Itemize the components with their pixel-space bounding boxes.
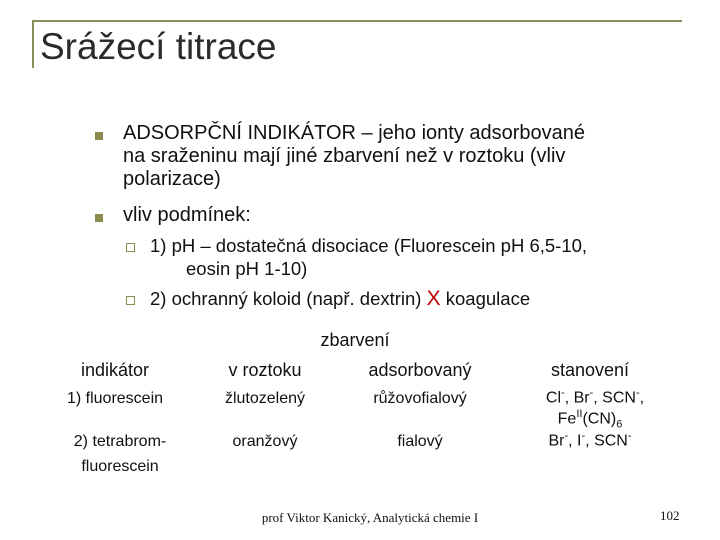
sub-bullet-2	[150, 288, 530, 310]
versus-x-mark: X	[426, 287, 441, 310]
bullet-square-icon	[95, 132, 103, 140]
table-row-2-adsorbed: fialový	[397, 433, 443, 450]
table-row-1-indicator: 1) fluorescein	[66, 390, 164, 407]
table-row-2-determination: Br-, I-, SCN-	[548, 430, 632, 450]
bullet-1-line-1: ADSORPČNÍ INDIKÁTOR – jeho ionty adsorbované	[123, 122, 586, 144]
sub-bullet-1-line-1: 1) pH – dostatečná disociace (Fluorescein pH 6,5-10,	[150, 235, 588, 256]
footer-author: prof Viktor Kanický, Analytická chemie I	[261, 510, 479, 525]
table-row-1-determination-line-1: Cl-, Br-, SCN-,	[545, 387, 645, 407]
table-row-1-determination-line-2: $Fe^{II}(CN)_6$	[557, 408, 623, 431]
table-header-determination: stanovení	[550, 360, 630, 380]
bullet-square-icon	[95, 214, 103, 222]
table-row-2-solution: oranžový	[232, 433, 298, 450]
title-frame-top-line	[32, 20, 682, 22]
table-header-adsorbed: adsorbovaný	[368, 360, 472, 380]
table-row-1-solution: žlutozelený	[224, 390, 306, 407]
table-header-solution: v roztoku	[228, 360, 302, 380]
page-number: 102	[660, 508, 680, 523]
table-header-indicator: indikátor	[80, 360, 150, 380]
sub-bullet-1-line-2: eosin pH 1-10)	[186, 258, 308, 279]
bullet-1-line-3: polarizace)	[123, 168, 221, 190]
table-row-2-indicator-line-1: 2) tetrabrom-	[73, 433, 167, 450]
title-frame-left-line	[32, 20, 34, 68]
sub-bullet-2-text-post: koagulace	[440, 288, 531, 309]
sub-bullet-hollow-square-icon	[126, 296, 135, 305]
bullet-2-line-1: vliv podmínek:	[123, 204, 251, 226]
sub-bullet-hollow-square-icon	[126, 243, 135, 252]
bullet-1-line-2: na sraženinu mají jiné zbarvení než v roztoku (vliv	[123, 145, 566, 167]
table-group-header: zbarvení	[320, 330, 390, 350]
slide-title: Srážecí titrace	[40, 26, 277, 67]
table-row-2-indicator-line-2: fluorescein	[81, 458, 159, 475]
table-row-1-adsorbed: růžovofialový	[373, 390, 467, 407]
sub-bullet-2-text-pre: 2) ochranný koloid (např. dextrin)	[150, 288, 427, 309]
